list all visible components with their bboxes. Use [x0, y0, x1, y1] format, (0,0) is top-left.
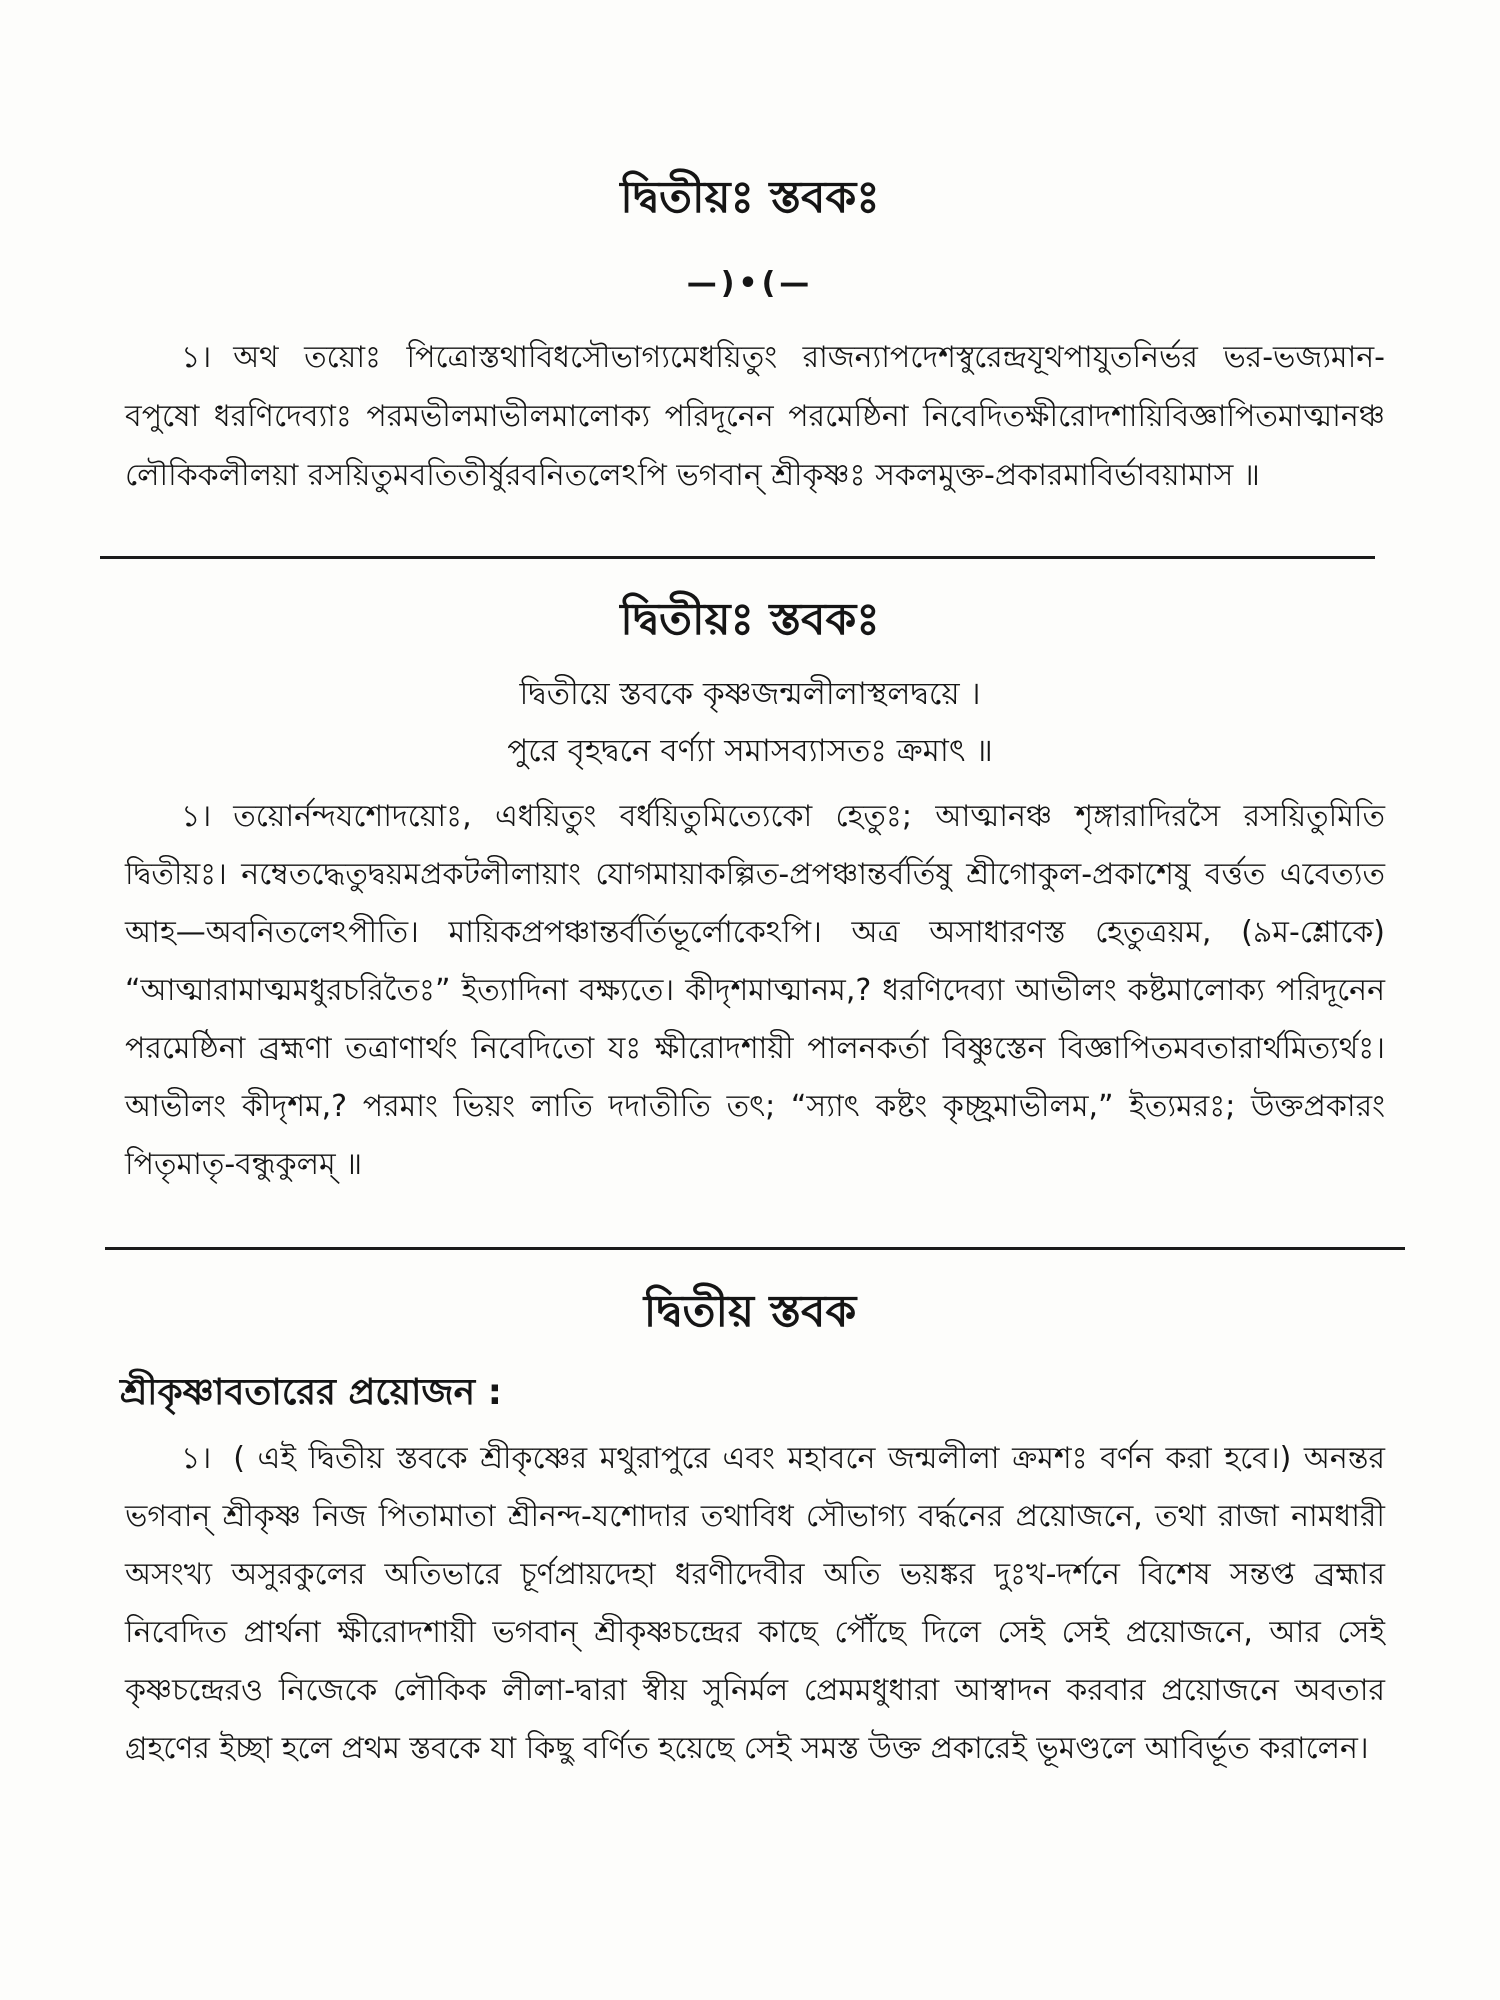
section2-title: দ্বিতীয়ঃ স্তবকঃ: [620, 594, 880, 645]
section3-subheading: শ্রীকৃষ্ণাবতারের প্রয়োজন :: [120, 1372, 503, 1413]
section-ornament: —)•(—: [686, 266, 814, 301]
section3-title: দ্বিতীয় স্তবক: [643, 1286, 857, 1337]
paragraph-number: ১।: [181, 799, 212, 834]
section1-paragraph-text: অথ তয়োঃ পিত্রোস্তথাবিধসৌভাগ্যমেধয়িতুং রাজন্যাপদেশস্বুরেন্দ্রযূথপাযুতনির্ভর ভর-ভজ্যমান-বপুষো ধরণিদেব্যাঃ পরমভীলমাভীলমালোক্য পরিদূনেন পরমেষ্ঠিনা নিবেদিতক্ষীরোদশায়িবিজ্ঞাপিতমাত্মানঞ্চ লৌকিকলীলয়া রসয়িতুমবতিতীর্ষুরবনিতলেঽপি ভগবান্ শ্রীকৃষ্ণঃ সকলমুক্ত-প্রকারমাবির্ভাবয়ামাস ॥: [125, 340, 1385, 493]
verse-line-1: দ্বিতীয়ে স্তবকে কৃষ্ণজন্মলীলাস্থলদ্বয়ে ।: [519, 676, 981, 712]
section2-paragraph: [125, 788, 1385, 1194]
section-divider: [105, 1247, 1405, 1250]
verse-line-2: পুরে বৃহদ্বনে বর্ণ্যা সমাসব্যাসতঃ ক্রমাৎ ॥: [507, 733, 993, 769]
paragraph-number: ১।: [181, 1441, 212, 1476]
paragraph-number: ১।: [181, 340, 212, 375]
section3-paragraph: [125, 1430, 1385, 1778]
section2-paragraph-text: তয়োর্নন্দযশোদয়োঃ, এধয়িতুং বর্ধয়িতুমিত্যেকো হেতুঃ; আত্মানঞ্চ শৃঙ্গারাদিরসৈ রসয়িতুমিতি দ্বিতীয়ঃ। নম্বেতদ্ধেতুদ্বয়মপ্রকটলীলায়াং যোগমায়াকল্পিত-প্রপঞ্চান্তর্বর্তিষু শ্রীগোকুল-প্রকাশেষু বর্ত্তত এবেত্যত আহ—অবনিতলেঽপীতি। মায়িকপ্রপঞ্চান্তর্বর্তিভূর্লোকেঽপি। অত্র অসাধারণস্ত হেতুত্রয়ম, (৯ম-শ্লোকে) “আত্মারামাত্মমধুরচরিতৈঃ” ইত্যাদিনা বক্ষ্যতে। কীদৃশমাত্মানম,? ধরণিদেব্যা আভীলং কষ্টমালোক্য পরিদূনেন পরমেষ্ঠিনা ব্রহ্মণা তত্রাণার্থং নিবেদিতো যঃ ক্ষীরোদশায়ী পালনকর্তা বিষ্ণুস্তেন বিজ্ঞাপিতমবতারার্থমিত্যর্থঃ। আভীলং কীদৃশম,? পরমাং ভিয়ং লাতি দদাতীতি তৎ; “স্যাৎ কষ্টং কৃচ্ছ্রমাভীলম,” ইত্যমরঃ; উক্তপ্রকারং পিতৃমাতৃ-বন্ধুকুলম্ ॥: [125, 799, 1385, 1182]
section1-paragraph: [125, 328, 1385, 505]
section-divider: [100, 556, 1375, 559]
section1-title: দ্বিতীয়ঃ স্তবকঃ: [620, 172, 880, 223]
section3-paragraph-text: ( এই দ্বিতীয় স্তবকে শ্রীকৃষ্ণের মথুরাপুরে এবং মহাবনে জন্মলীলা ক্রমশঃ বর্ণন করা হবে।) অনন্তর ভগবান্ শ্রীকৃষ্ণ নিজ পিতামাতা শ্রীনন্দ-যশোদার তথাবিধ সৌভাগ্য বর্দ্ধনের প্রয়োজনে, তথা রাজা নামধারী অসংখ্য অসুরকুলের অতিভারে চূর্ণপ্রায়দেহা ধরণীদেবীর অতি ভয়ঙ্কর দুঃখ-দর্শনে বিশেষ সন্তপ্ত ব্রহ্মার নিবেদিত প্রার্থনা ক্ষীরোদশায়ী ভগবান্ শ্রীকৃষ্ণচন্দ্রের কাছে পৌঁছে দিলে সেই সেই প্রয়োজনে, আর সেই কৃষ্ণচন্দ্রেরও নিজেকে লৌকিক লীলা-দ্বারা স্বীয় সুনির্মল প্রেমমধুধারা আস্বাদন করবার প্রয়োজনে অবতার গ্রহণের ইচ্ছা হলে প্রথম স্তবকে যা কিছু বর্ণিত হয়েছে সেই সমস্ত উক্ত প্রকারেই ভূমণ্ডলে আবির্ভূত করালেন।: [125, 1441, 1385, 1766]
